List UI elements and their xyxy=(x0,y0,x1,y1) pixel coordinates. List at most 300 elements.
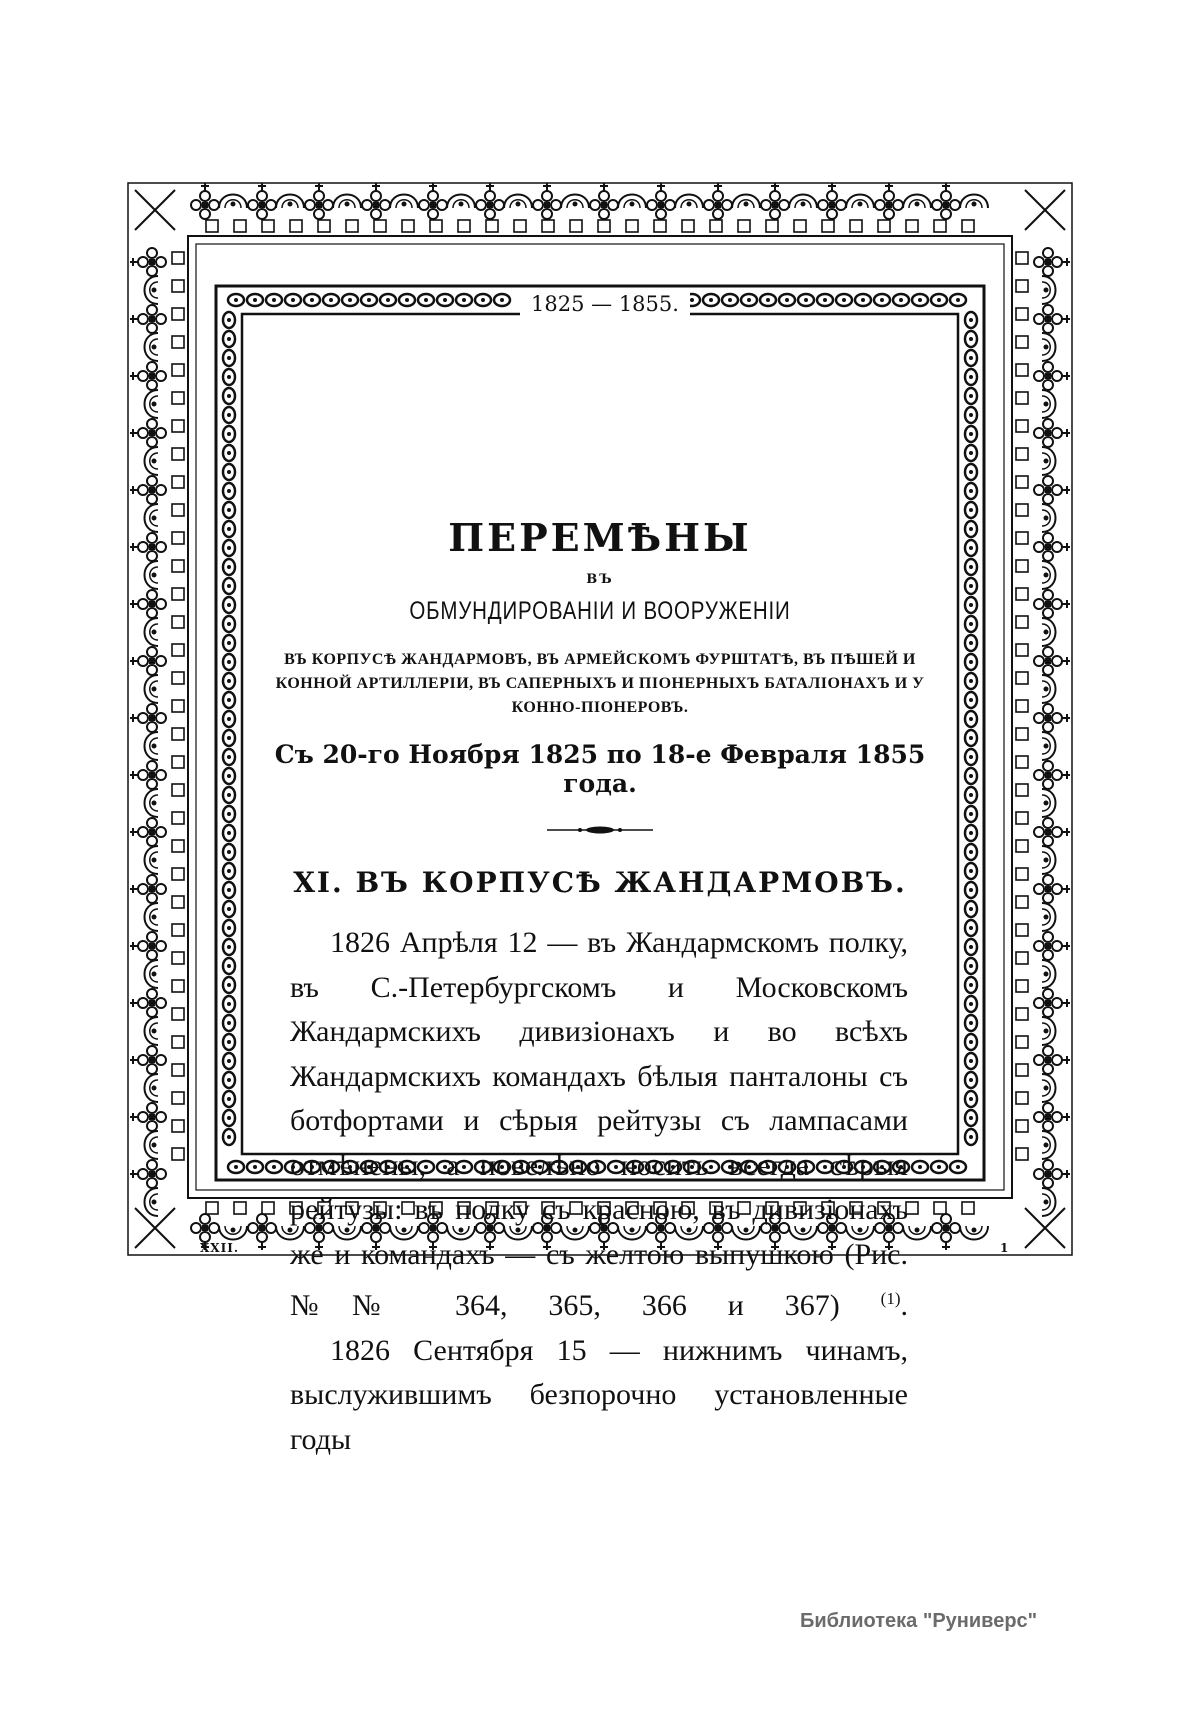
frame-ornament xyxy=(145,504,159,532)
frame-ornament xyxy=(1042,846,1056,874)
frame-ornament xyxy=(965,331,977,347)
frame-ornament xyxy=(223,597,235,613)
frame-ornament xyxy=(1034,476,1070,504)
frame-ornament xyxy=(130,647,166,675)
frame-ornament xyxy=(965,1015,977,1031)
frame-ornament xyxy=(965,901,977,917)
frame-ornament xyxy=(934,220,946,232)
frame-ornament xyxy=(647,183,675,219)
frame-ornament xyxy=(761,183,789,219)
frame-ornament xyxy=(1016,1092,1028,1104)
frame-ornament xyxy=(130,932,166,960)
frame-ornament xyxy=(1016,644,1028,656)
frame-ornament xyxy=(1042,1017,1056,1045)
frame-ornament xyxy=(1042,390,1056,418)
frame-ornament xyxy=(1034,932,1070,960)
frame-ornament xyxy=(965,521,977,537)
frame-ornament xyxy=(458,220,470,232)
frame-ornament xyxy=(1034,1046,1070,1074)
frame-ornament xyxy=(965,559,977,575)
section-body xyxy=(290,921,908,1462)
frame-ornament xyxy=(172,1120,184,1132)
frame-ornament xyxy=(704,183,732,219)
frame-ornament xyxy=(965,863,977,879)
frame-ornament xyxy=(248,183,276,219)
frame-ornament xyxy=(1016,1008,1028,1020)
frame-ornament xyxy=(223,616,235,632)
frame-ornament xyxy=(223,749,235,765)
frame-ornament xyxy=(1016,952,1028,964)
frame-ornament xyxy=(145,789,159,817)
frame-ornament xyxy=(1042,789,1056,817)
footnote-marker: (1) xyxy=(880,1289,901,1308)
frame-ornament xyxy=(223,1110,235,1126)
frame-ornament xyxy=(219,1226,247,1240)
frame-ornament xyxy=(145,960,159,988)
frame-ornament xyxy=(965,426,977,442)
frame-ornament xyxy=(1016,1036,1028,1048)
frame-ornament xyxy=(878,220,890,232)
frame-ornament xyxy=(1034,875,1070,903)
frame-ornament xyxy=(172,756,184,768)
frame-ornament xyxy=(223,502,235,518)
frame-ornament xyxy=(1042,1188,1056,1216)
frame-ornament xyxy=(965,350,977,366)
frame-ornament xyxy=(822,220,834,232)
frame-ornament xyxy=(1034,419,1070,447)
frame-ornament xyxy=(1016,252,1028,264)
frame-ornament xyxy=(145,675,159,703)
library-watermark: Библиотека "Руниверс" xyxy=(800,1610,1038,1632)
frame-ornament xyxy=(965,407,977,423)
frame-ornament xyxy=(304,294,320,306)
frame-ornament xyxy=(223,1091,235,1107)
frame-ornament xyxy=(172,616,184,628)
frame-ornament xyxy=(172,560,184,572)
frame-ornament xyxy=(145,846,159,874)
frame-ornament xyxy=(533,183,561,219)
frame-ornament xyxy=(130,875,166,903)
frame-ornament xyxy=(1016,784,1028,796)
frame-ornament xyxy=(1016,476,1028,488)
frame-ornament xyxy=(172,364,184,376)
frame-ornament xyxy=(172,896,184,908)
frame-ornament xyxy=(172,924,184,936)
frame-ornament xyxy=(223,787,235,803)
frame-ornament xyxy=(1042,276,1056,304)
frame-ornament xyxy=(380,294,396,306)
frame-ornament xyxy=(223,977,235,993)
frame-ornament xyxy=(965,1129,977,1145)
frame-ornament xyxy=(172,1036,184,1048)
frame-ornament xyxy=(172,812,184,824)
frame-ornament xyxy=(475,294,491,306)
frame-ornament xyxy=(965,1110,977,1126)
frame-ornament xyxy=(145,276,159,304)
frame-ornament xyxy=(418,294,434,306)
frame-ornament xyxy=(374,220,386,232)
frame-ornament xyxy=(1016,840,1028,852)
frame-ornament xyxy=(172,280,184,292)
frame-ornament xyxy=(130,419,166,447)
frame-ornament xyxy=(1034,533,1070,561)
frame-ornament xyxy=(1016,616,1028,628)
frame-ornament xyxy=(172,1064,184,1076)
title-scope: ВЪ КОРПУСѢ ЖАНДАРМОВЪ, ВЪ АРМЕЙСКОМЪ ФУРШТАТѢ, ВЪ ПѢШЕЙ И КОННОЙ АРТИЛЛЕРІИ, ВЪ САПЕРНЫХЪ И ПІОНЕРНЫХЪ БАТАЛІОНАХЪ И У КОННО-ПІОНЕРОВЪ. xyxy=(275,651,925,716)
frame-ornament xyxy=(798,294,814,306)
frame-ornament xyxy=(710,220,722,232)
frame-ornament xyxy=(965,996,977,1012)
frame-ornament xyxy=(965,806,977,822)
frame-ornament xyxy=(855,294,871,306)
frame-ornament xyxy=(965,616,977,632)
paragraph xyxy=(290,921,908,1329)
frame-ornament xyxy=(962,220,974,232)
frame-ornament xyxy=(965,369,977,385)
frame-ornament xyxy=(219,195,247,209)
frame-ornament xyxy=(965,1034,977,1050)
frame-ornament xyxy=(766,220,778,232)
frame-ornament xyxy=(965,692,977,708)
frame-ornament xyxy=(1016,280,1028,292)
frame-ornament xyxy=(1016,448,1028,460)
frame-ornament xyxy=(1016,1064,1028,1076)
frame-ornament xyxy=(145,1131,159,1159)
frame-ornament xyxy=(932,183,960,219)
frame-ornament xyxy=(130,989,166,1017)
frame-ornament xyxy=(223,521,235,537)
frame-ornament xyxy=(965,825,977,841)
frame-ornament xyxy=(223,407,235,423)
frame-ornament xyxy=(223,559,235,575)
frame-ornament xyxy=(130,305,166,333)
frame-ornament xyxy=(906,220,918,232)
frame-ornament xyxy=(223,1072,235,1088)
frame-ornament xyxy=(172,868,184,880)
frame-ornament xyxy=(234,220,246,232)
frame-ornament xyxy=(682,220,694,232)
frame-ornament xyxy=(965,635,977,651)
frame-ornament xyxy=(145,1074,159,1102)
frame-ornament xyxy=(172,672,184,684)
frame-ornament xyxy=(965,749,977,765)
ornamental-divider xyxy=(545,824,655,836)
frame-ornament xyxy=(1016,420,1028,432)
frame-ornament xyxy=(145,1188,159,1216)
frame-ornament xyxy=(223,901,235,917)
frame-ornament xyxy=(172,420,184,432)
frame-ornament xyxy=(950,1161,966,1173)
frame-ornament xyxy=(172,644,184,656)
frame-ornament xyxy=(1016,308,1028,320)
frame-ornament xyxy=(965,939,977,955)
frame-ornament xyxy=(223,768,235,784)
signature-mark: XXII. xyxy=(200,1241,240,1255)
frame-ornament xyxy=(1042,504,1056,532)
frame-ornament xyxy=(950,294,966,306)
frame-ornament xyxy=(965,920,977,936)
frame-ornament xyxy=(1042,1074,1056,1102)
frame-ornament xyxy=(223,882,235,898)
frame-ornament xyxy=(223,312,235,328)
frame-ornament xyxy=(333,195,361,209)
frame-ornament xyxy=(965,844,977,860)
section-heading: XI. ВЪ КОРПУСѢ ЖАНДАРМОВЪ. xyxy=(293,866,907,899)
frame-ornament xyxy=(223,844,235,860)
frame-ornament xyxy=(276,195,304,209)
frame-ornament xyxy=(130,248,166,276)
paragraph-end: . xyxy=(900,1289,908,1322)
frame-ornament xyxy=(504,195,532,209)
frame-ornament xyxy=(903,195,931,209)
frame-ornament xyxy=(846,195,874,209)
frame-ornament xyxy=(476,183,504,219)
frame-ornament xyxy=(223,654,235,670)
frame-ornament xyxy=(1016,364,1028,376)
frame-ornament xyxy=(223,1034,235,1050)
frame-ornament xyxy=(1016,560,1028,572)
frame-ornament xyxy=(965,882,977,898)
frame-ornament xyxy=(228,1161,244,1173)
frame-ornament xyxy=(1034,761,1070,789)
frame-ornament xyxy=(965,483,977,499)
frame-ornament xyxy=(494,294,510,306)
frame-ornament xyxy=(1016,504,1028,516)
frame-ornament xyxy=(223,806,235,822)
frame-ornament xyxy=(290,220,302,232)
frame-ornament xyxy=(399,294,415,306)
frame-ornament xyxy=(346,220,358,232)
frame-ornament xyxy=(342,294,358,306)
frame-ornament xyxy=(223,711,235,727)
frame-ornament xyxy=(172,840,184,852)
frame-ornament xyxy=(223,635,235,651)
frame-ornament xyxy=(965,768,977,784)
frame-ornament xyxy=(223,958,235,974)
frame-ornament xyxy=(1016,980,1028,992)
frame-ornament xyxy=(318,220,330,232)
frame-ornament xyxy=(223,996,235,1012)
frame-ornament xyxy=(145,561,159,589)
frame-ornament xyxy=(223,825,235,841)
frame-ornament xyxy=(1016,336,1028,348)
frame-ornament xyxy=(206,220,218,232)
frame-ornament xyxy=(1042,561,1056,589)
period-label: 1825 — 1855. xyxy=(520,291,690,317)
frame-ornament xyxy=(1016,924,1028,936)
frame-ornament xyxy=(145,903,159,931)
frame-ornament xyxy=(965,597,977,613)
frame-ornament xyxy=(172,980,184,992)
frame-ornament xyxy=(486,220,498,232)
frame-ornament xyxy=(390,195,418,209)
frame-ornament xyxy=(223,1015,235,1031)
frame-ornament xyxy=(223,388,235,404)
frame-ornament xyxy=(172,728,184,740)
frame-ornament xyxy=(965,1053,977,1069)
frame-ornament xyxy=(130,362,166,390)
frame-ornament xyxy=(893,294,909,306)
frame-ornament xyxy=(675,195,703,209)
frame-ornament xyxy=(874,294,890,306)
frame-ornament xyxy=(1016,812,1028,824)
frame-ornament xyxy=(285,294,301,306)
frame-ornament xyxy=(789,195,817,209)
frame-ornament xyxy=(1042,618,1056,646)
frame-ornament xyxy=(172,392,184,404)
frame-ornament xyxy=(1016,392,1028,404)
frame-ornament xyxy=(223,673,235,689)
frame-ornament xyxy=(172,336,184,348)
frame-ornament xyxy=(172,1148,184,1160)
frame-ornament xyxy=(960,1226,988,1240)
frame-ornament xyxy=(1042,960,1056,988)
frame-ornament xyxy=(965,654,977,670)
frame-ornament xyxy=(223,1129,235,1145)
frame-ornament xyxy=(223,445,235,461)
frame-ornament xyxy=(172,784,184,796)
frame-ornament xyxy=(818,183,846,219)
frame-ornament xyxy=(722,294,738,306)
paragraph: 1826 Сентября 15 — нижнимъ чинамъ, выслужившимъ безпорочно установленные годы xyxy=(290,1333,908,1456)
title-subject: ОБМУНДИРОВАНІИ И ВООРУЖЕНІИ xyxy=(409,597,791,625)
frame-ornament xyxy=(732,195,760,209)
frame-ornament xyxy=(191,183,219,219)
frame-ornament xyxy=(130,1160,166,1188)
frame-ornament xyxy=(305,183,333,219)
frame-ornament xyxy=(779,294,795,306)
frame-ornament xyxy=(266,294,282,306)
frame-ornament xyxy=(145,447,159,475)
frame-ornament xyxy=(738,220,750,232)
frame-ornament xyxy=(145,618,159,646)
frame-ornament xyxy=(247,294,263,306)
frame-ornament xyxy=(172,1092,184,1104)
frame-ornament xyxy=(1016,672,1028,684)
frame-ornament xyxy=(223,350,235,366)
frame-ornament xyxy=(447,195,475,209)
frame-ornament xyxy=(172,700,184,712)
frame-ornament xyxy=(172,448,184,460)
frame-ornament xyxy=(1042,732,1056,760)
title-dates: Съ 20-го Ноября 1825 по 18-е Февраля 1855 года. xyxy=(274,740,926,798)
frame-ornament xyxy=(172,532,184,544)
frame-ornament xyxy=(912,294,928,306)
title-preposition: ВЪ xyxy=(586,572,614,587)
frame-ornament xyxy=(223,578,235,594)
frame-ornament xyxy=(223,540,235,556)
frame-ornament xyxy=(1034,248,1070,276)
frame-ornament xyxy=(419,183,447,219)
frame-ornament xyxy=(172,1008,184,1020)
frame-ornament xyxy=(172,476,184,488)
frame-ornament xyxy=(172,308,184,320)
frame-ornament xyxy=(206,1202,218,1214)
frame-ornament xyxy=(437,294,453,306)
frame-ornament xyxy=(965,502,977,518)
page-content xyxy=(262,318,938,1456)
frame-ornament xyxy=(626,220,638,232)
frame-ornament xyxy=(145,732,159,760)
frame-ornament xyxy=(1034,362,1070,390)
frame-ornament xyxy=(1016,532,1028,544)
frame-ornament xyxy=(965,787,977,803)
frame-ornament xyxy=(130,1046,166,1074)
frame-ornament xyxy=(323,294,339,306)
frame-ornament xyxy=(362,183,390,219)
frame-ornament xyxy=(1034,704,1070,732)
frame-ornament xyxy=(965,711,977,727)
frame-ornament xyxy=(1016,756,1028,768)
frame-ornament xyxy=(223,464,235,480)
frame-ornament xyxy=(1034,1160,1070,1188)
frame-ornament xyxy=(965,464,977,480)
frame-ornament xyxy=(223,369,235,385)
frame-ornament xyxy=(145,390,159,418)
frame-ornament xyxy=(361,294,377,306)
frame-ornament xyxy=(1034,1103,1070,1131)
frame-ornament xyxy=(965,977,977,993)
frame-ornament xyxy=(456,294,472,306)
frame-ornament xyxy=(965,958,977,974)
frame-ornament xyxy=(234,1202,246,1214)
frame-ornament xyxy=(850,220,862,232)
frame-ornament xyxy=(960,195,988,209)
frame-ornament xyxy=(130,704,166,732)
frame-ornament xyxy=(223,920,235,936)
frame-ornament xyxy=(965,312,977,328)
frame-ornament xyxy=(1034,590,1070,618)
frame-ornament xyxy=(965,1091,977,1107)
frame-ornament xyxy=(1042,675,1056,703)
frame-ornament xyxy=(402,220,414,232)
frame-ornament xyxy=(1034,647,1070,675)
frame-ornament xyxy=(228,294,244,306)
frame-ornament xyxy=(965,578,977,594)
frame-ornament xyxy=(262,220,274,232)
frame-ornament xyxy=(962,1202,974,1214)
frame-ornament xyxy=(1042,903,1056,931)
frame-ornament xyxy=(223,1053,235,1069)
frame-ornament xyxy=(130,761,166,789)
frame-ornament xyxy=(590,183,618,219)
frame-ornament xyxy=(875,183,903,219)
frame-ornament xyxy=(223,483,235,499)
frame-ornament xyxy=(223,939,235,955)
frame-ornament xyxy=(130,476,166,504)
page-number: 1 xyxy=(1000,1241,1009,1255)
frame-ornament xyxy=(741,294,757,306)
frame-ornament xyxy=(570,220,582,232)
frame-ornament xyxy=(1034,818,1070,846)
frame-ornament xyxy=(172,952,184,964)
frame-ornament xyxy=(223,692,235,708)
frame-ornament xyxy=(965,1072,977,1088)
frame-ornament xyxy=(247,1161,263,1173)
frame-ornament xyxy=(965,540,977,556)
frame-ornament xyxy=(760,294,776,306)
frame-ornament xyxy=(130,590,166,618)
frame-ornament xyxy=(130,1103,166,1131)
document-title: ПЕРЕМѢНЫ xyxy=(448,515,752,560)
frame-ornament xyxy=(172,588,184,600)
frame-ornament xyxy=(1016,868,1028,880)
frame-ornament xyxy=(794,220,806,232)
frame-ornament xyxy=(223,331,235,347)
frame-ornament xyxy=(965,730,977,746)
frame-ornament xyxy=(542,220,554,232)
frame-ornament xyxy=(145,333,159,361)
